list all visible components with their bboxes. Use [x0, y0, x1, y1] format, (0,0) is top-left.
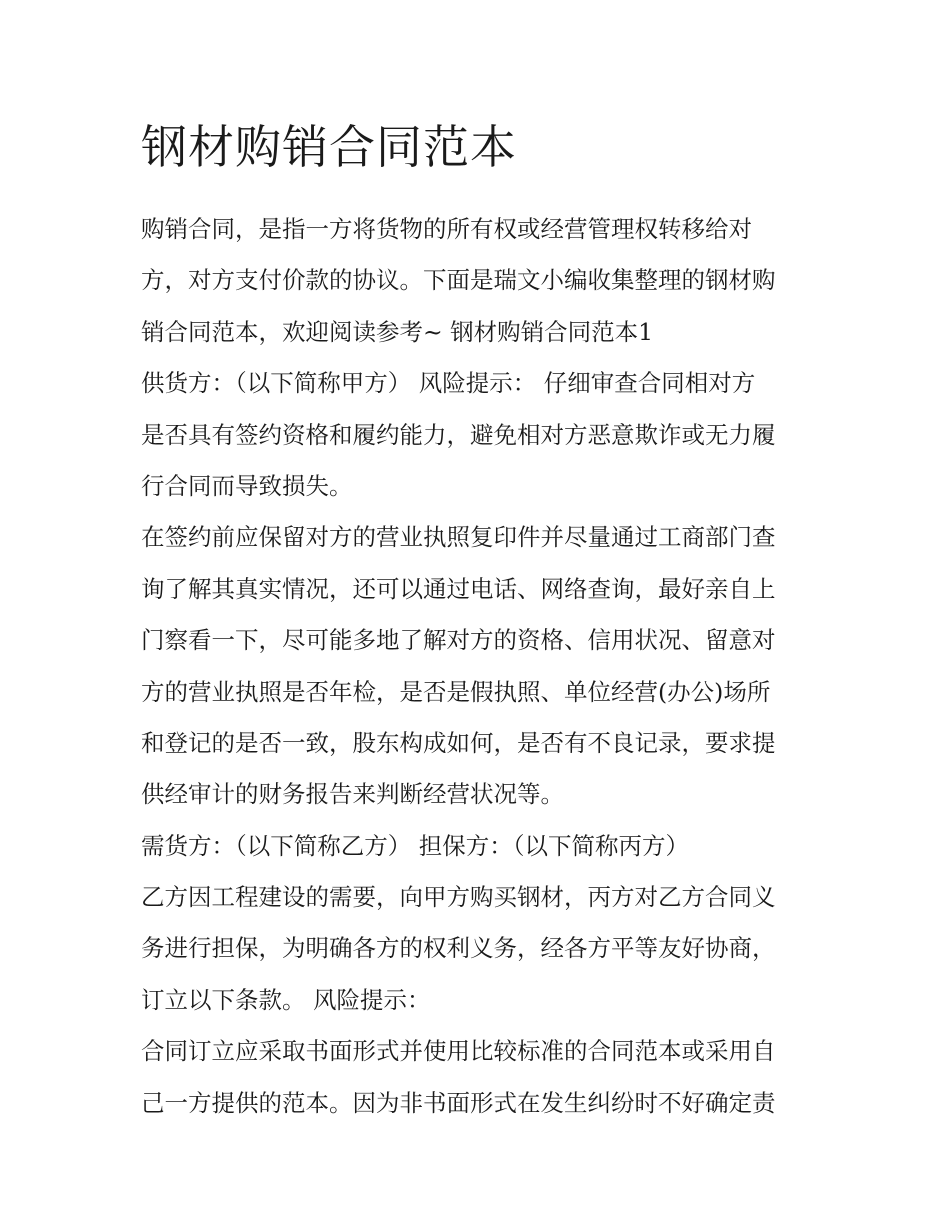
paragraph	[141, 1026, 821, 1129]
text-line: 购销合同，是指一方将货物的所有权或经营管理权转移给对	[141, 215, 752, 243]
text-line: 合同订立应采取书面形式并使用比较标准的合同范本或采用自	[141, 1037, 776, 1066]
text-line: 供经审计的财务报告来判断经营状况等。	[141, 780, 564, 809]
paragraph	[141, 821, 821, 872]
paragraph	[141, 204, 821, 358]
paragraph	[141, 358, 821, 512]
document-page	[141, 112, 821, 1129]
paragraph	[141, 872, 821, 1026]
document-title: 钢材购销合同范本	[141, 120, 517, 174]
text-line: 方，对方支付价款的协议。下面是瑞文小编收集整理的钢材购	[141, 266, 776, 295]
text-line: 在签约前应保留对方的营业执照复印件并尽量通过工商部门查	[141, 523, 776, 552]
text-line: 询了解其真实情况，还可以通过电话、网络查询，最好亲自上	[141, 574, 776, 603]
text-line: 门察看一下，尽可能多地了解对方的资格、信用状况、留意对	[141, 626, 776, 655]
text-line: 需货方：（以下简称乙方） 担保方：（以下简称丙方）	[141, 831, 689, 860]
text-line: 乙方因工程建设的需要，向甲方购买钢材，丙方对乙方合同义	[141, 883, 776, 912]
text-line: 和登记的是否一致，股东构成如何，是否有不良记录，要求提	[141, 728, 776, 757]
text-line: 订立以下条款。 风险提示：	[141, 985, 431, 1014]
text-line: 行合同而导致损失。	[141, 471, 353, 500]
text-line: 务进行担保，为明确各方的权利义务，经各方平等友好协商，	[141, 934, 776, 963]
text-line: 供货方：（以下简称甲方） 风险提示： 仔细审查合同相对方	[141, 369, 756, 398]
document-body	[141, 204, 821, 1129]
text-line: 销合同范本，欢迎阅读参考~ 钢材购销合同范本1	[141, 317, 654, 346]
text-line: 方的营业执照是否年检，是否是假执照、单位经营(办公)场所	[141, 677, 771, 706]
text-line: 己一方提供的范本。因为非书面形式在发生纠纷时不好确定责	[141, 1088, 776, 1117]
paragraph	[141, 512, 821, 820]
text-line: 是否具有签约资格和履约能力，避免相对方恶意欺诈或无力履	[141, 420, 776, 449]
